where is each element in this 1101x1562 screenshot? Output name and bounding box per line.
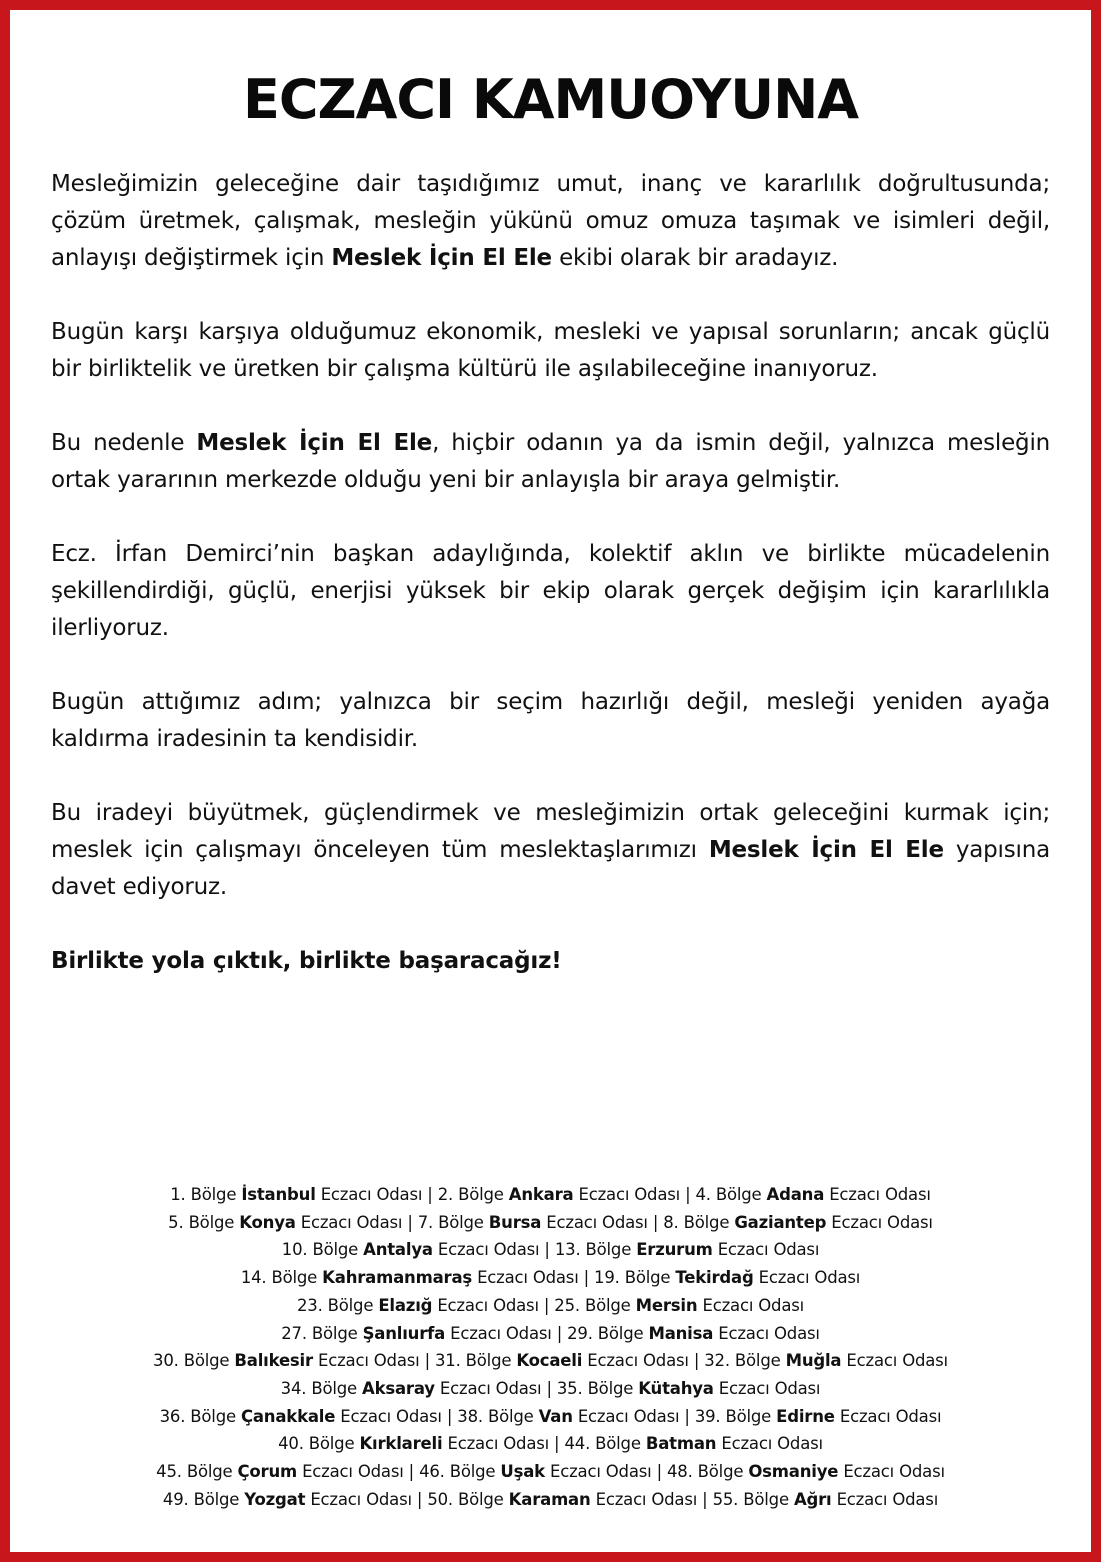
chamber-entry	[695, 1407, 942, 1426]
chamber-word: Eczacı Odası	[718, 1323, 820, 1343]
chamber-word: Eczacı Odası	[450, 1323, 552, 1343]
chamber-line	[30, 1430, 1071, 1458]
chamber-word: Eczacı Odası	[318, 1351, 420, 1371]
region-number: 46.	[419, 1462, 445, 1482]
city-name: Batman	[645, 1434, 717, 1454]
emphasis-text: Meslek İçin El Ele	[331, 245, 552, 271]
chamber-word: Eczacı Odası	[310, 1489, 412, 1509]
chamber-word: Eczacı Odası	[550, 1462, 652, 1482]
region-word: Bölge	[190, 1406, 236, 1426]
city-name: Çanakkale	[240, 1406, 336, 1426]
statement-body	[51, 166, 1050, 1017]
chamber-entry	[281, 1324, 551, 1343]
chamber-word: Eczacı Odası	[320, 1185, 423, 1204]
region-word: Bölge	[734, 1351, 781, 1371]
chamber-word: Eczacı Odası	[721, 1434, 823, 1454]
chamber-entry	[241, 1268, 579, 1287]
chamber-entry	[695, 1185, 930, 1204]
city-name: Mersin	[635, 1295, 698, 1315]
separator: |	[538, 1295, 555, 1315]
chamber-line	[30, 1320, 1071, 1348]
chamber-word: Eczacı Odası	[577, 1406, 680, 1426]
chamber-word: Eczacı Odası	[437, 1240, 540, 1260]
chamber-word: Eczacı Odası	[300, 1212, 403, 1232]
emphasis-text: Meslek İçin El Ele	[708, 837, 944, 863]
city-name: Aksaray	[362, 1378, 435, 1398]
paragraph-text: Bugün karşı karşıya olduğumuz ekonomik, mesleki ve yapısal sorunların; ancak güçlü bir birliktelik ve üretken bir çalışma kültürü ile aşılabileceğine inanıyoruz.	[51, 319, 1050, 382]
chamber-word: Eczacı Odası	[843, 1462, 945, 1482]
city-name: Bursa	[488, 1212, 542, 1232]
city-name: Manisa	[648, 1323, 714, 1343]
paragraph-text: Bu nedenle	[51, 430, 197, 456]
chamber-line	[30, 1209, 1071, 1237]
region-word: Bölge	[183, 1351, 230, 1371]
chamber-word: Eczacı Odası	[846, 1351, 948, 1371]
paragraph	[51, 425, 1050, 499]
separator: |	[411, 1489, 428, 1509]
paragraph-text: Bu iradeyi büyütmek, güçlendirmek ve mesleğimizin ortak geleceğini kurmak için; meslek için çalışmayı önceleyen tüm meslektaşlarımızı	[51, 800, 1050, 863]
separator: |	[578, 1268, 595, 1288]
region-word: Bölge	[190, 1185, 237, 1204]
chamber-word: Eczacı Odası	[702, 1295, 805, 1315]
chamber-entry	[297, 1296, 539, 1315]
chamber-entry	[704, 1351, 948, 1370]
chamber-line	[30, 1403, 1071, 1431]
region-number: 49.	[162, 1489, 189, 1509]
chamber-entry	[163, 1490, 412, 1509]
separator: |	[651, 1462, 667, 1482]
paragraph	[51, 684, 1050, 758]
chamber-line	[30, 1375, 1071, 1403]
region-word: Bölge	[458, 1489, 504, 1509]
separator: |	[549, 1434, 565, 1454]
chamber-entry	[419, 1462, 651, 1481]
paragraph	[51, 314, 1050, 388]
separator: |	[539, 1240, 555, 1260]
city-name: Tekirdağ	[675, 1268, 754, 1288]
chamber-word: Eczacı Odası	[717, 1240, 820, 1260]
chamber-entry	[438, 1185, 680, 1204]
paragraph-text: Mesleğimizin geleceğine dair taşıdığımız umut, inanç ve kararlılık doğrultusunda; çözüm üretmek, çalışmak, mesleğin yükünü omuz omuza taşımak ve isimleri değil, anlayışı değiştirmek için	[51, 171, 1050, 271]
region-number: 4.	[695, 1185, 711, 1204]
chamber-line	[30, 1486, 1071, 1514]
region-number: 34.	[280, 1378, 307, 1398]
paragraph-text: Bugün attığımız adım; yalnızca bir seçim hazırlığı değil, mesleği yeniden ayağa kaldırma iradesinin ta kendisidir.	[51, 689, 1050, 752]
region-number: 50.	[427, 1489, 453, 1509]
chamber-entry	[557, 1379, 820, 1398]
emphasis-text: Meslek İçin El Ele	[196, 430, 433, 456]
chamber-entry	[281, 1379, 542, 1398]
paragraph-container	[51, 166, 1050, 906]
chamber-word: Eczacı Odası	[758, 1268, 861, 1288]
chamber-entry	[555, 1240, 819, 1259]
region-word: Bölge	[683, 1212, 730, 1232]
region-word: Bölge	[487, 1406, 534, 1426]
region-word: Bölge	[697, 1462, 744, 1482]
chamber-entry	[160, 1407, 442, 1426]
region-number: 31.	[434, 1351, 461, 1371]
region-word: Bölge	[595, 1434, 641, 1454]
separator: |	[402, 1212, 418, 1232]
chamber-entry	[435, 1351, 689, 1370]
paragraph	[51, 536, 1050, 647]
region-word: Bölge	[449, 1462, 496, 1482]
chamber-word: Eczacı Odası	[340, 1406, 442, 1426]
separator: |	[403, 1462, 420, 1482]
region-number: 48.	[666, 1462, 693, 1482]
region-number: 19.	[594, 1268, 620, 1288]
city-name: Yozgat	[244, 1489, 306, 1509]
city-name: Osmaniye	[748, 1462, 839, 1482]
region-number: 14.	[240, 1268, 267, 1288]
separator: |	[541, 1378, 557, 1398]
region-word: Bölge	[743, 1489, 789, 1509]
city-name: Şanlıurfa	[362, 1323, 446, 1343]
region-word: Bölge	[624, 1268, 671, 1288]
separator: |	[419, 1351, 435, 1371]
city-name: Muğla	[785, 1351, 842, 1371]
chamber-word: Eczacı Odası	[447, 1434, 550, 1454]
city-name: Konya	[239, 1212, 296, 1232]
chamber-entry	[667, 1462, 945, 1481]
region-number: 8.	[663, 1212, 679, 1232]
city-name: Balıkesir	[234, 1351, 313, 1371]
city-name: Erzurum	[636, 1240, 713, 1260]
separator: |	[441, 1406, 458, 1426]
region-number: 45.	[156, 1462, 182, 1482]
chamber-entry	[594, 1268, 860, 1287]
region-number: 36.	[159, 1406, 186, 1426]
separator: |	[680, 1185, 696, 1204]
region-number: 1.	[170, 1185, 186, 1204]
city-name: Karaman	[508, 1489, 591, 1509]
chamber-list	[30, 1181, 1071, 1513]
chamber-entry	[457, 1407, 679, 1426]
city-name: Edirne	[776, 1406, 835, 1426]
region-word: Bölge	[327, 1295, 374, 1315]
chamber-entry	[554, 1296, 804, 1315]
paragraph-text: Ecz. İrfan Demirci’nin başkan adaylığında, kolektif aklın ve birlikte mücadelenin şekillendirdiği, güçlü, enerjisi yüksek bir ekip olarak gerçek değişim için kararlılıkla ilerliyoruz.	[51, 541, 1050, 641]
city-name: Çorum	[237, 1462, 298, 1482]
region-word: Bölge	[715, 1185, 762, 1204]
paragraph-text: , hiçbir odanın ya da ismin değil, yalnızca mesleğin ortak yararının merkezde olduğu yeni bir anlayışla bir araya gelmiştir.	[51, 430, 1051, 493]
city-name: Kocaeli	[516, 1351, 583, 1371]
region-word: Bölge	[458, 1185, 504, 1204]
chamber-word: Eczacı Odası	[839, 1406, 942, 1426]
region-number: 38.	[457, 1406, 483, 1426]
separator: |	[679, 1406, 695, 1426]
region-word: Bölge	[465, 1351, 512, 1371]
region-word: Bölge	[585, 1240, 632, 1260]
paragraph	[51, 795, 1050, 906]
region-word: Bölge	[308, 1434, 355, 1454]
city-name: Kahramanmaraş	[322, 1268, 473, 1288]
paragraph-text: yapısına davet ediyoruz.	[51, 837, 1050, 900]
chamber-word: Eczacı Odası	[546, 1212, 648, 1232]
city-name: Van	[538, 1406, 573, 1426]
chamber-entry	[663, 1213, 933, 1232]
region-number: 10.	[281, 1240, 308, 1260]
chamber-line	[30, 1236, 1071, 1264]
region-word: Bölge	[587, 1378, 634, 1398]
paragraph-text: ekibi olarak bir aradayız.	[551, 245, 839, 271]
region-word: Bölge	[186, 1462, 233, 1482]
chamber-word: Eczacı Odası	[831, 1212, 933, 1232]
chamber-word: Eczacı Odası	[829, 1185, 931, 1204]
city-name: Gaziantep	[734, 1212, 827, 1232]
region-word: Bölge	[271, 1268, 318, 1288]
chamber-word: Eczacı Odası	[836, 1489, 939, 1509]
chamber-entry	[153, 1351, 420, 1370]
paragraph	[51, 166, 1050, 277]
chamber-word: Eczacı Odası	[302, 1462, 404, 1482]
chamber-line	[30, 1264, 1071, 1292]
chamber-entry	[418, 1213, 648, 1232]
region-number: 5.	[168, 1212, 184, 1232]
chamber-entry	[278, 1434, 549, 1453]
chamber-line	[30, 1347, 1071, 1375]
chamber-entry	[567, 1324, 820, 1343]
region-number: 32.	[704, 1351, 730, 1371]
region-word: Bölge	[438, 1212, 484, 1232]
chamber-entry	[156, 1462, 403, 1481]
chamber-word: Eczacı Odası	[477, 1268, 579, 1288]
chamber-line	[30, 1292, 1071, 1320]
region-number: 29.	[567, 1323, 593, 1343]
separator: |	[697, 1489, 713, 1509]
chamber-word: Eczacı Odası	[587, 1351, 689, 1371]
region-number: 7.	[417, 1212, 434, 1232]
chamber-entry	[282, 1240, 540, 1259]
region-number: 40.	[278, 1434, 304, 1454]
chamber-line	[30, 1181, 1071, 1209]
chamber-word: Eczacı Odası	[439, 1378, 542, 1398]
region-word: Bölge	[311, 1378, 357, 1398]
region-number: 30.	[153, 1351, 179, 1371]
separator: |	[688, 1351, 705, 1371]
region-number: 25.	[554, 1295, 580, 1315]
region-number: 23.	[296, 1295, 323, 1315]
city-name: Antalya	[363, 1240, 433, 1260]
city-name: Ağrı	[793, 1489, 832, 1509]
separator: |	[422, 1185, 438, 1204]
chamber-word: Eczacı Odası	[437, 1295, 539, 1315]
chamber-line	[30, 1458, 1071, 1486]
chamber-entry	[564, 1434, 822, 1453]
city-name: Kütahya	[638, 1378, 714, 1398]
region-number: 35.	[556, 1378, 583, 1398]
region-word: Bölge	[311, 1323, 358, 1343]
chamber-word: Eczacı Odası	[578, 1185, 681, 1204]
region-number: 39.	[694, 1406, 721, 1426]
region-number: 2.	[437, 1185, 454, 1204]
city-name: İstanbul	[241, 1185, 316, 1204]
city-name: Adana	[766, 1185, 825, 1204]
city-name: Kırklareli	[359, 1434, 443, 1454]
region-word: Bölge	[584, 1295, 631, 1315]
closing-slogan: Birlikte yola çıktık, birlikte başaracağız!	[51, 948, 562, 974]
region-number: 44.	[564, 1434, 591, 1454]
city-name: Elazığ	[378, 1295, 433, 1315]
city-name: Ankara	[508, 1185, 574, 1204]
region-number: 55.	[712, 1489, 739, 1509]
page-title: ECZACI KAMUOYUNA	[242, 68, 859, 131]
region-word: Bölge	[725, 1406, 772, 1426]
city-name: Uşak	[500, 1462, 545, 1482]
separator: |	[647, 1212, 664, 1232]
region-number: 27.	[281, 1323, 307, 1343]
chamber-entry	[713, 1490, 939, 1509]
region-word: Bölge	[312, 1240, 359, 1260]
separator: |	[551, 1323, 568, 1343]
chamber-entry	[427, 1490, 697, 1509]
chamber-word: Eczacı Odası	[718, 1378, 821, 1398]
region-number: 13.	[554, 1240, 581, 1260]
region-word: Bölge	[188, 1212, 235, 1232]
region-word: Bölge	[193, 1489, 240, 1509]
chamber-entry	[170, 1185, 422, 1204]
chamber-word: Eczacı Odası	[595, 1489, 698, 1509]
region-word: Bölge	[597, 1323, 644, 1343]
chamber-entry	[168, 1213, 402, 1232]
